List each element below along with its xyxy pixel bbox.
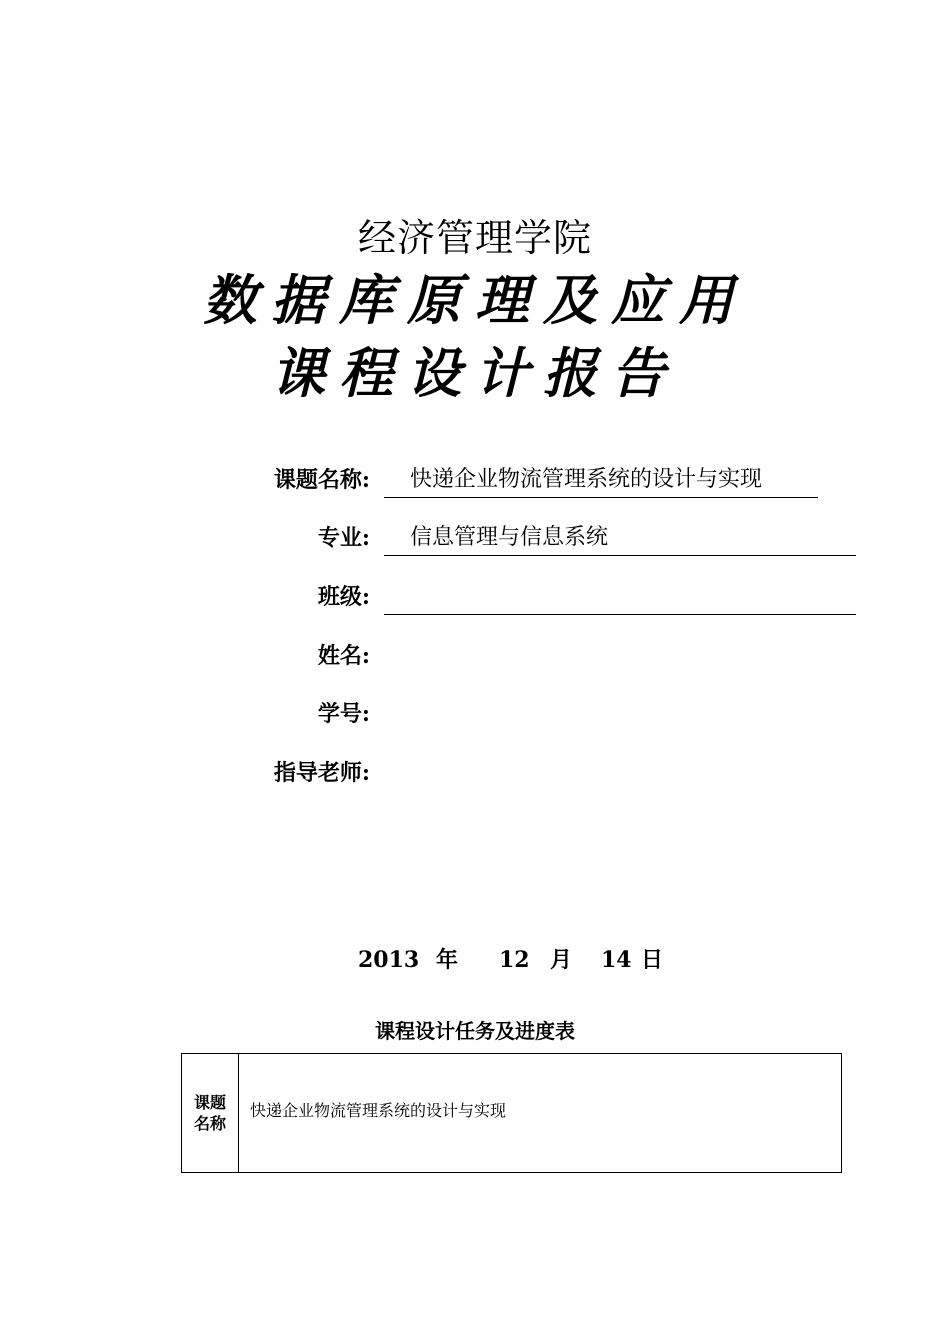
info-row-class xyxy=(0,580,950,620)
info-row-advisor xyxy=(0,756,950,796)
college-name: 经济管理学院 xyxy=(357,216,592,260)
info-row-major xyxy=(0,521,950,561)
course-title: 数据库原理及应用 xyxy=(203,268,747,332)
class-label: 班级: xyxy=(317,584,370,610)
major-label: 专业: xyxy=(317,525,370,551)
advisor-label: 指导老师: xyxy=(273,760,370,786)
date-day-unit: 日 xyxy=(641,947,664,973)
task-table-label-line2: 名称 xyxy=(193,1114,226,1133)
name-label: 姓名: xyxy=(317,643,370,669)
task-table-label-cell xyxy=(182,1054,239,1172)
date-day: 14 xyxy=(601,947,632,973)
task-table-heading: 课程设计任务及进度表 xyxy=(375,1019,575,1043)
task-table-label-line1: 课题 xyxy=(193,1093,226,1112)
info-row-name xyxy=(0,639,950,679)
task-table-value-cell: 快递企业物流管理系统的设计与实现 xyxy=(250,1101,507,1120)
major-value: 信息管理与信息系统 xyxy=(410,525,609,550)
date-year: 2013 xyxy=(358,947,420,973)
task-table xyxy=(181,1053,842,1173)
topic-value: 快递企业物流管理系统的设计与实现 xyxy=(410,467,763,492)
date-month: 12 xyxy=(499,947,530,973)
date-year-unit: 年 xyxy=(436,947,459,973)
report-title: 课程设计报告 xyxy=(271,341,679,405)
topic-underline xyxy=(384,497,818,498)
date-month-unit: 月 xyxy=(550,947,573,973)
class-underline xyxy=(384,614,856,615)
major-underline xyxy=(384,555,856,556)
topic-label: 课题名称: xyxy=(273,467,370,493)
student-id-label: 学号: xyxy=(317,701,370,727)
report-date xyxy=(0,942,950,982)
info-row-student-id xyxy=(0,697,950,737)
info-row-topic xyxy=(0,463,950,503)
